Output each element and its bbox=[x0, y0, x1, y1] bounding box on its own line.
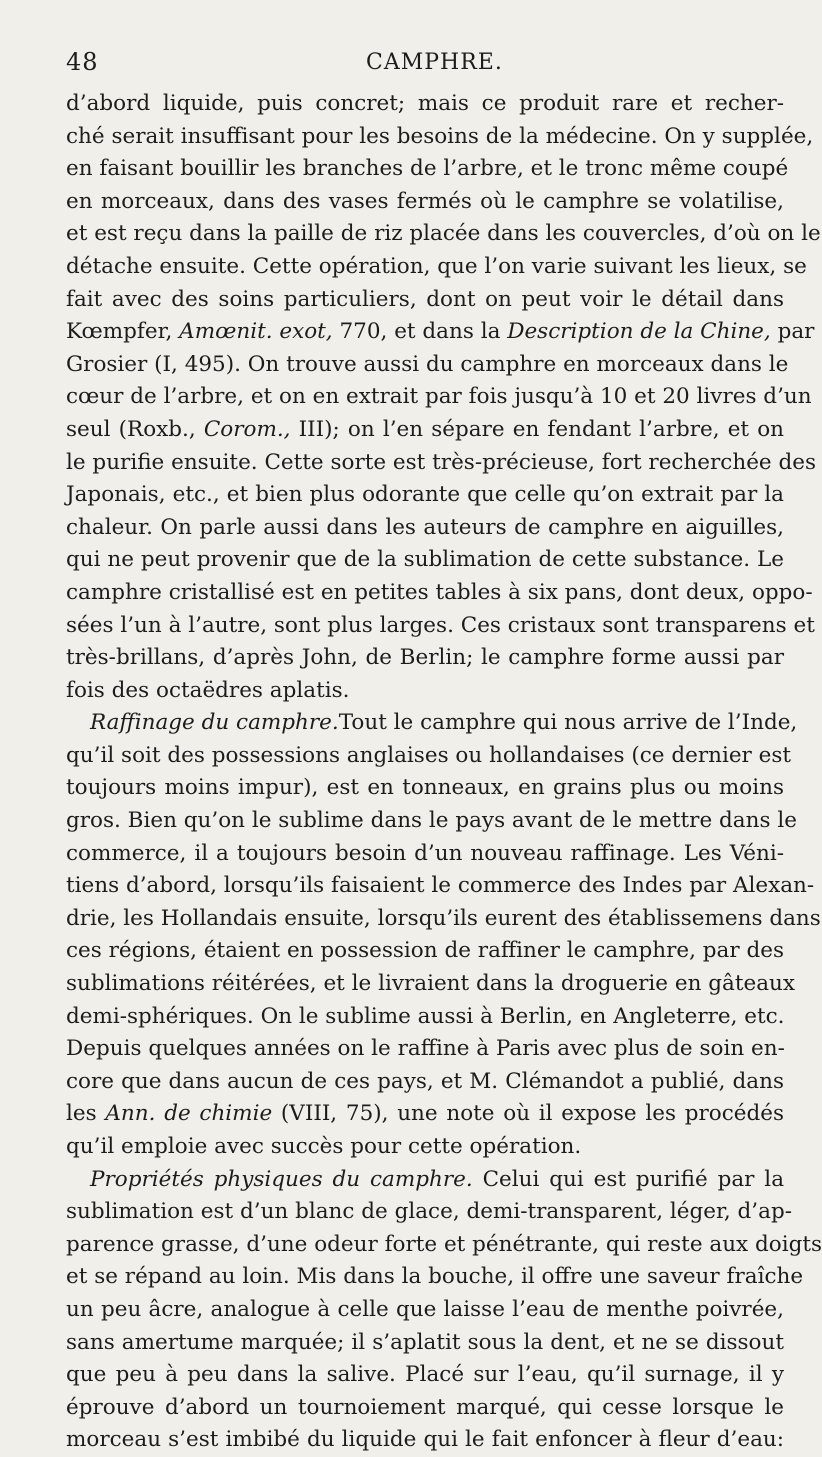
text-line: cœur de l’arbre, et on en extrait par fois jusqu’à 10 et 20 livres d’un bbox=[66, 384, 812, 410]
section-heading-raffinage: Raffinage du camphre. bbox=[90, 710, 339, 736]
text-line: sans amertume marquée; il s’aplatit sous la dent, et ne se dissout bbox=[66, 1329, 784, 1355]
text-line: drie, les Hollandais ensuite, lorsqu’ils eurent des établissemens dans bbox=[66, 905, 821, 931]
text-line: Depuis quelques années on le raffine à Paris avec plus de soin en- bbox=[66, 1036, 785, 1062]
italic-reference: Ann. de chimie bbox=[105, 1101, 273, 1127]
text-line: core que dans aucun de ces pays, et M. Clémandot a publié, dans bbox=[66, 1068, 784, 1094]
text-line: chaleur. On parle aussi dans les auteurs de camphre en aiguilles, bbox=[66, 514, 784, 540]
text-line: que peu à peu dans la salive. Placé sur l’eau, qu’il surnage, il y bbox=[66, 1362, 784, 1388]
text-line: sublimation est d’un blanc de glace, demi-transparent, léger, d’ap- bbox=[66, 1199, 792, 1225]
text-line: les Ann. de chimie (VIII, 75), une note où il expose les procédés bbox=[66, 1101, 784, 1127]
text-line: un peu âcre, analogue à celle que laisse l’eau de menthe poivrée, bbox=[66, 1296, 784, 1322]
text-line: et se répand au loin. Mis dans la bouche, il offre une saveur fraîche bbox=[66, 1264, 804, 1290]
italic-reference: Description de la Chine, bbox=[507, 319, 771, 345]
text-line: Japonais, etc., et bien plus odorante que celle qu’on extrait par la bbox=[66, 482, 784, 508]
text-line: détache ensuite. Cette opération, que l’on varie suivant les lieux, se bbox=[66, 253, 807, 279]
text-line: sublimations réitérées, et le livraient dans la droguerie en gâteaux bbox=[66, 971, 795, 997]
text-line: gros. Bien qu’on le sublime dans le pays avant de le mettre dans le bbox=[66, 808, 797, 834]
text-line: morceau s’est imbibé du liquide qui le fait enfoncer à fleur d’eau: bbox=[66, 1427, 784, 1453]
body-text bbox=[66, 88, 822, 1457]
page-number: 48 bbox=[66, 48, 99, 76]
section-heading-line: Propriétés physiques du camphre. Celui qui est purifié par la bbox=[90, 1166, 785, 1192]
text-line: parence grasse, d’une odeur forte et pénétrante, qui reste aux doigts bbox=[66, 1231, 822, 1257]
running-title: CAMPHRE. bbox=[366, 50, 503, 75]
text-line: qu’il emploie avec succès pour cette opération. bbox=[66, 1134, 582, 1159]
italic-reference: Amœnit. exot, bbox=[179, 319, 333, 345]
text-line: ché serait insuffisant pour les besoins de la médecine. On y supplée, bbox=[66, 123, 814, 149]
text-line: Kœmpfer, Amœnit. exot, 770, et dans la Description de la Chine, par bbox=[66, 319, 815, 345]
text-line: en morceaux, dans des vases fermés où le camphre se volatilise, bbox=[66, 188, 784, 214]
text-line: tiens d’abord, lorsqu’ils faisaient le commerce des Indes par Alexan- bbox=[66, 873, 815, 899]
text-line: seul (Roxb., Corom., III); on l’en sépare en fendant l’arbre, et on bbox=[66, 416, 784, 442]
text-line: toujours moins impur), est en tonneaux, en grains plus ou moins bbox=[66, 775, 784, 801]
section-heading-line: Raffinage du camphre.Tout le camphre qui nous arrive de l’Inde, bbox=[90, 710, 798, 736]
text-line: Grosier (I, 495). On trouve aussi du camphre en morceaux dans le bbox=[66, 351, 789, 377]
page-header bbox=[66, 48, 784, 88]
text-line: le purifie ensuite. Cette sorte est très-précieuse, fort recherchée des bbox=[66, 449, 817, 475]
text-line: éprouve d’abord un tournoiement marqué, qui cesse lorsque le bbox=[66, 1394, 784, 1420]
text-line: d’abord liquide, puis concret; mais ce produit rare et recher- bbox=[66, 91, 784, 116]
text-line: en faisant bouillir les branches de l’arbre, et le tronc même coupé bbox=[66, 156, 789, 182]
text-line: fait avec des soins particuliers, dont on peut voir le détail dans bbox=[66, 286, 784, 312]
italic-reference: Corom., bbox=[203, 416, 291, 442]
text-line: commerce, il a toujours besoin d’un nouveau raffinage. Les Véni- bbox=[66, 840, 784, 866]
section-heading-proprietes: Propriétés physiques du camphre. bbox=[90, 1166, 473, 1192]
text-line: camphre cristallisé est en petites tables à six pans, dont deux, oppo- bbox=[66, 579, 813, 605]
text-line: qu’il soit des possessions anglaises ou hollandaises (ce dernier est bbox=[66, 742, 792, 768]
text-line: demi-sphériques. On le sublime aussi à Berlin, en Angleterre, etc. bbox=[66, 1003, 785, 1029]
text-line: et est reçu dans la paille de riz placée dans les couvercles, d’où on le bbox=[66, 221, 821, 247]
text-line: très-brillans, d’après John, de Berlin; le camphre forme aussi par bbox=[66, 645, 784, 671]
text-line: fois des octaëdres aplatis. bbox=[66, 677, 350, 703]
text-line: sées l’un à l’autre, sont plus larges. Ces cristaux sont transparens et bbox=[66, 612, 815, 638]
text-line: qui ne peut provenir que de la sublimation de cette substance. Le bbox=[66, 547, 784, 573]
text-line: ces régions, étaient en possession de raffiner le camphre, par des bbox=[66, 938, 784, 964]
